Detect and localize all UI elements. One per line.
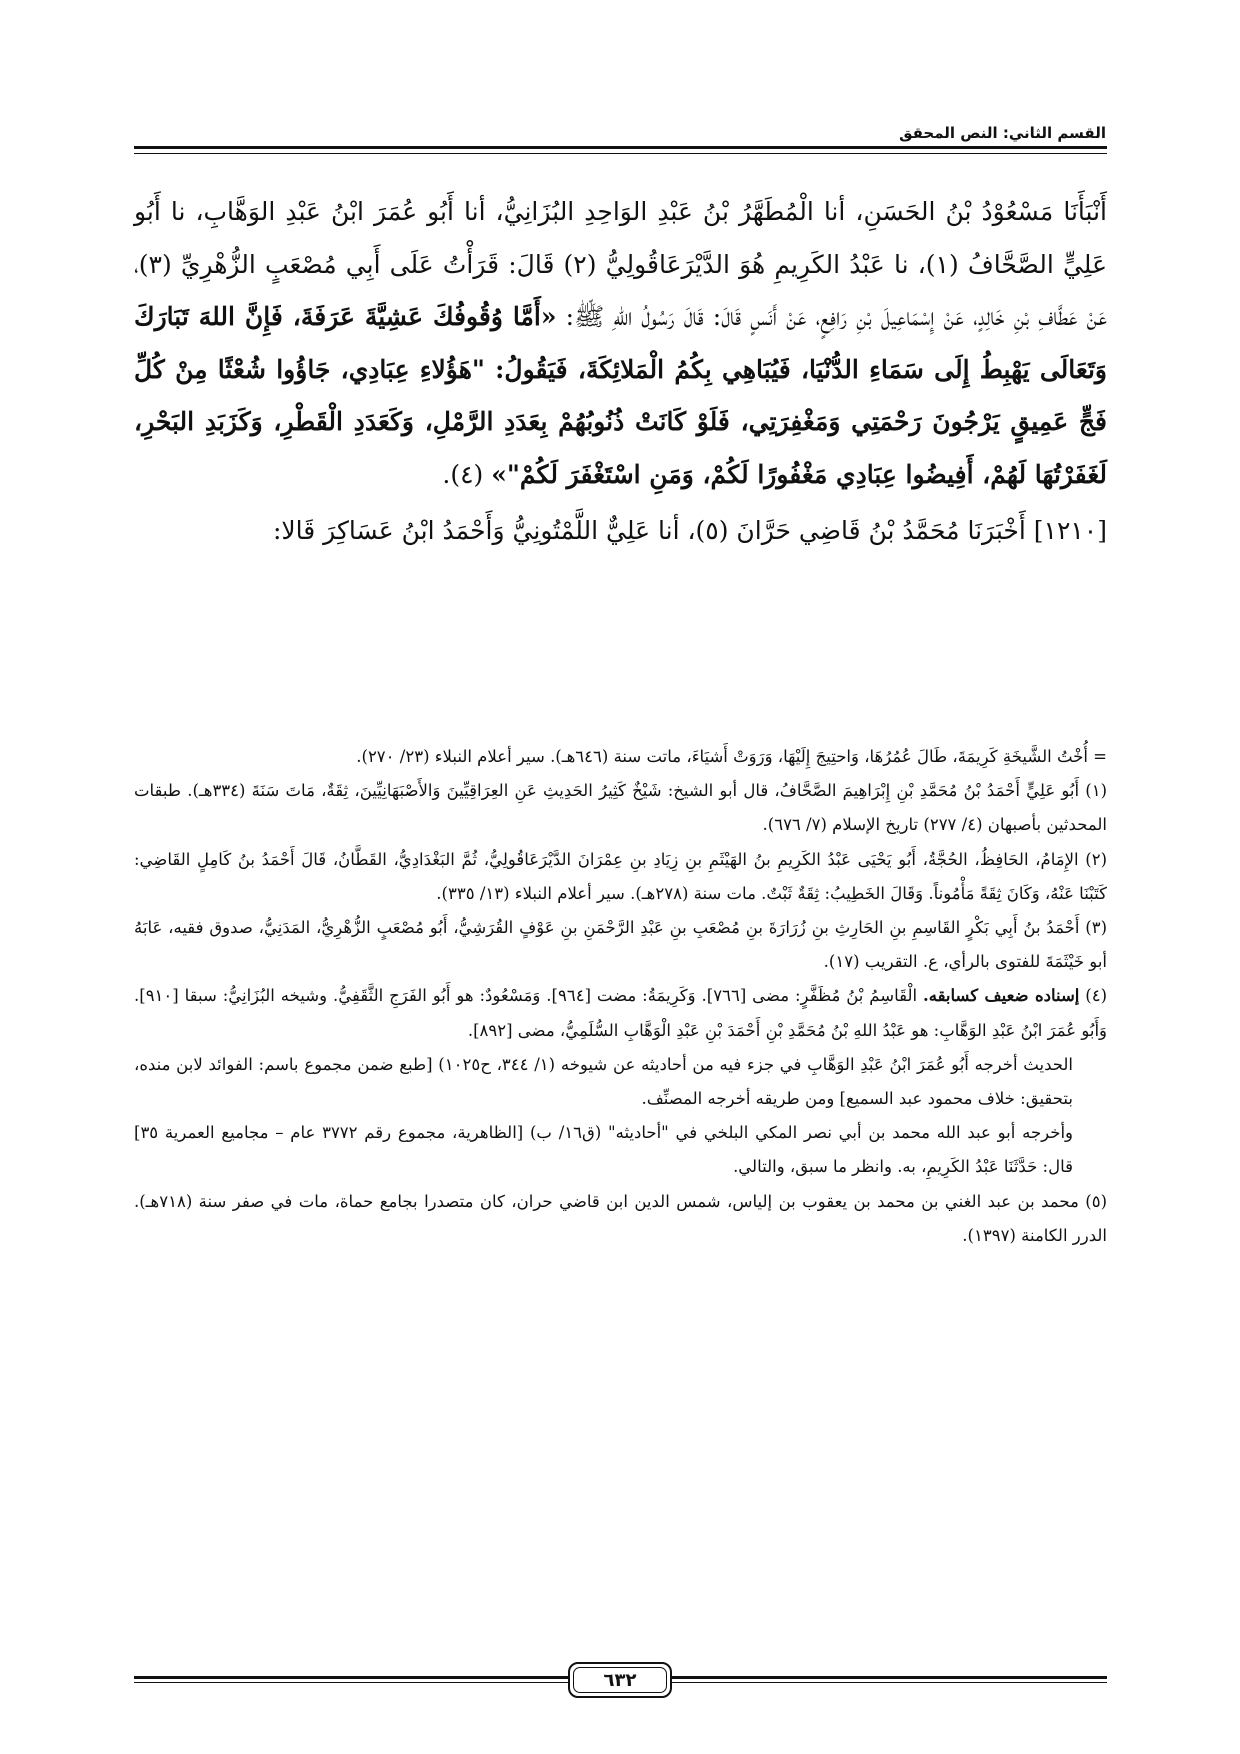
footnote-ref-4: (٤).	[442, 459, 492, 489]
footer-rule-left	[134, 1676, 570, 1683]
footnote-3: (٣) أَحْمَدُ بنُ أَبِي بَكْرٍ القَاسِمِ بنِ الحَارِثِ بنِ زُرَارَةَ بنِ مُصْعَبِ بنِ عَبْدِ الرَّحْمَنِ بنِ عَوْفٍ القُرَشِيُّ، أَبُو مُصْعَبٍ الزُّهْرِيُّ، المَدَنِيُّ، صدوق فقيه، عَابَهُ أبو خَيْثَمَةَ للفتوى بالرأي، ع. التقريب (١٧).	[134, 918, 1107, 972]
page-number-text: ٦٣٢	[603, 1669, 637, 1691]
running-head: القسم الثاني: النص المحقق	[899, 124, 1106, 142]
footnote-5: (٥) محمد بن عبد الغني بن محمد بن يعقوب بن إلياس، شمس الدين ابن قاضي حران، كان متصدرا بجامع حماة، مات في صفر سنة (٧١٨هـ). الدرر الكامنة (١٣٩٧).	[134, 1191, 1107, 1245]
footnote-4-text: الْقَاسِمُ بْنُ مُظَفَّرٍ: مضى [٧٦٦]. وَكَرِيمَةُ: مضت [٩٦٤]. وَمَسْعُودٌ: هو أَبُو الفَرَجِ الثَّقَفِيُّ. وشيخه البُزَانِيُّ: سبقا [٩١٠]. وَأَبُو عُمَرَ ابْنُ عَبْدِ الوَهَّابِ: هو عَبْدُ اللهِ بْنُ مُحَمَّدِ بْنِ أَحْمَدَ بْنِ عَبْدِ الْوَهَّابِ السُّلَمِيُّ، مضى [٨٩٢].	[134, 986, 1107, 1040]
paragraph-1209	[134, 186, 1107, 501]
footnote-4-takhrij-1: الحديث أخرجه أَبُو عُمَرَ ابْنُ عَبْدِ الوَهَّابِ في جزء فيه من أحاديثه عن شيوخه (١/ ٣٤٤، ح١٠٢٥) [طبع ضمن مجموع باسم: الفوائد لابن منده، بتحقيق: خلاف محمود عبد السميع] ومن طريقه أخرجه المصنِّف.	[134, 1054, 1073, 1109]
footnote-2: (٢) الإِمَامُ، الحَافِظُ، الحُجَّةُ، أَبُو يَحْيَى عَبْدُ الكَرِيمِ بنُ الهَيْثَمِ بنِ زِيَادِ بنِ عِمْرَانَ الدَّيْرَعَاقُولِيُّ، ثُمَّ البَغْدَادِيُّ، القَطَّانُ، قَالَ أَحْمَدُ بنُ كَامِلٍ القَاضِي: كَتَبْنَا عَنْهُ، وَكَانَ ثِقَةً مَأْمُوناً. وَقَالَ الخَطِيبُ: ثِقَةٌ ثَبْتٌ. مات سنة (٢٧٨هـ). سير أعلام النبلاء (١٣/ ٣٣٥).	[134, 849, 1107, 903]
page-number-bar	[134, 1660, 1107, 1700]
footer-rule-right	[670, 1676, 1107, 1683]
footnote-4-number: (٤)	[1079, 986, 1108, 1006]
paragraph-1210	[134, 505, 1107, 558]
hadith-number: [١٢١٠]	[1033, 516, 1107, 545]
footnote-4-verdict: إسناده ضعيف كسابقه.	[922, 986, 1080, 1006]
hadith-text: «أَمَّا وُقُوفُكَ عَشِيَّةَ عَرَفَةَ، فَإِنَّ اللهَ تَبَارَكَ وَتَعَالَى يَهْبِطُ إِلَى سَمَاءِ الدُّنْيَا، فَيُبَاهِي بِكُمُ الْمَلائِكَةَ، فَيَقُولُ: "هَؤُلاءِ عِبَادِي، جَاؤُوا شُعْثًا مِنْ كُلِّ فَجٍّ عَمِيقٍ يَرْجُونَ رَحْمَتِي وَمَغْفِرَتِي، فَلَوْ كَانَتْ ذُنُوبُهُمْ بِعَدَدِ الرَّمْلِ، وَكَعَدَدِ الْقَطْرِ، وَكَزَبَدِ البَحْرِ، لَغَفَرْتُهَا لَهُمْ، أَفِيضُوا عِبَادِي مَغْفُورًا لَكُمْ، وَمَنِ اسْتَغْفَرَ لَكُمْ"»	[134, 302, 1107, 489]
footnote-4-takhrij-2: وأخرجه أبو عبد الله محمد بن أبي نصر المكي البلخي في "أحاديثه" (ق١٦/ ب) [الظاهرية، مجموع رقم ٣٧٧٢ عام – مجاميع العمرية ٣٥] قال: حَدَّثَنَا عَبْدُ الكَرِيمِ، به. وانظر ما سبق، والتالي.	[134, 1123, 1074, 1177]
header-rule	[134, 146, 1107, 154]
footnote-carryover: = أُخْتُ الشَّيخَةِ كَرِيمَةَ، طَالَ عُمُرُهَا، وَاحتِيجَ إِلَيْهَا، وَرَوَتْ أَشيَاءَ، ماتت سنة (٦٤٦هـ). سير أعلام النبلاء (٢٣/ ٢٧٠).	[356, 747, 1107, 766]
footnote-4	[134, 979, 1107, 1047]
main-text	[134, 186, 1107, 558]
footnote-1: (١) أَبُو عَلِيٍّ أَحْمَدُ بْنُ مُحَمَّدِ بْنِ إِبْرَاهِيمَ الصَّحَّافُ، قال أبو الشيخ: شَيْخٌ كَثِيرُ الحَدِيثِ عَنِ العِرَاقِيِّينَ وَالأَصْبَهَانِيِّينَ، ثِقَةٌ، مَاتَ سَنَةَ (٣٣٤هـ). طبقات المحدثين بأصبهان (٤/ ٢٧٧) تاريخ الإسلام (٧/ ٦٧٦).	[134, 781, 1107, 835]
footnotes	[134, 740, 1107, 1253]
isnad-text: أَنْبَأَنَا مَسْعُوْدُ بْنُ الحَسَنِ، أنا الْمُطَهَّرُ بْنُ عَبْدِ الوَاحِدِ البُزَانِيُّ، أنا أَبُو عُمَرَ ابْنُ عَبْدِ الوَهَّابِ، نا أَبُو عَلِيٍّ الصَّحَّافُ (١)، نا عَبْدُ الكَرِيمِ هُوَ الدَّيْرَعَاقُولِيُّ (٢) قَالَ: قَرَأْتُ عَلَى أَبِي مُصْعَبٍ الزُّهْرِيِّ (٣)، عَنْ عَطَّافِ بْنِ خَالِدٍ، عَنْ إِسْمَاعِيلَ بْنِ رَافِعٍ، عَنْ أَنَسٍ قَالَ: قَالَ رَسُولُ اللهِ ﷺ:	[134, 197, 1108, 331]
page-number	[568, 1662, 672, 1698]
isnad-text-1210: أَخْبَرَنَا مُحَمَّدُ بْنُ قَاضِي حَرَّانَ (٥)، أنا عَلِيٌّ اللَّمْتُونِيُّ وَأَحْمَدُ ابْنُ عَسَاكِرَ قَالا:	[272, 516, 1034, 545]
